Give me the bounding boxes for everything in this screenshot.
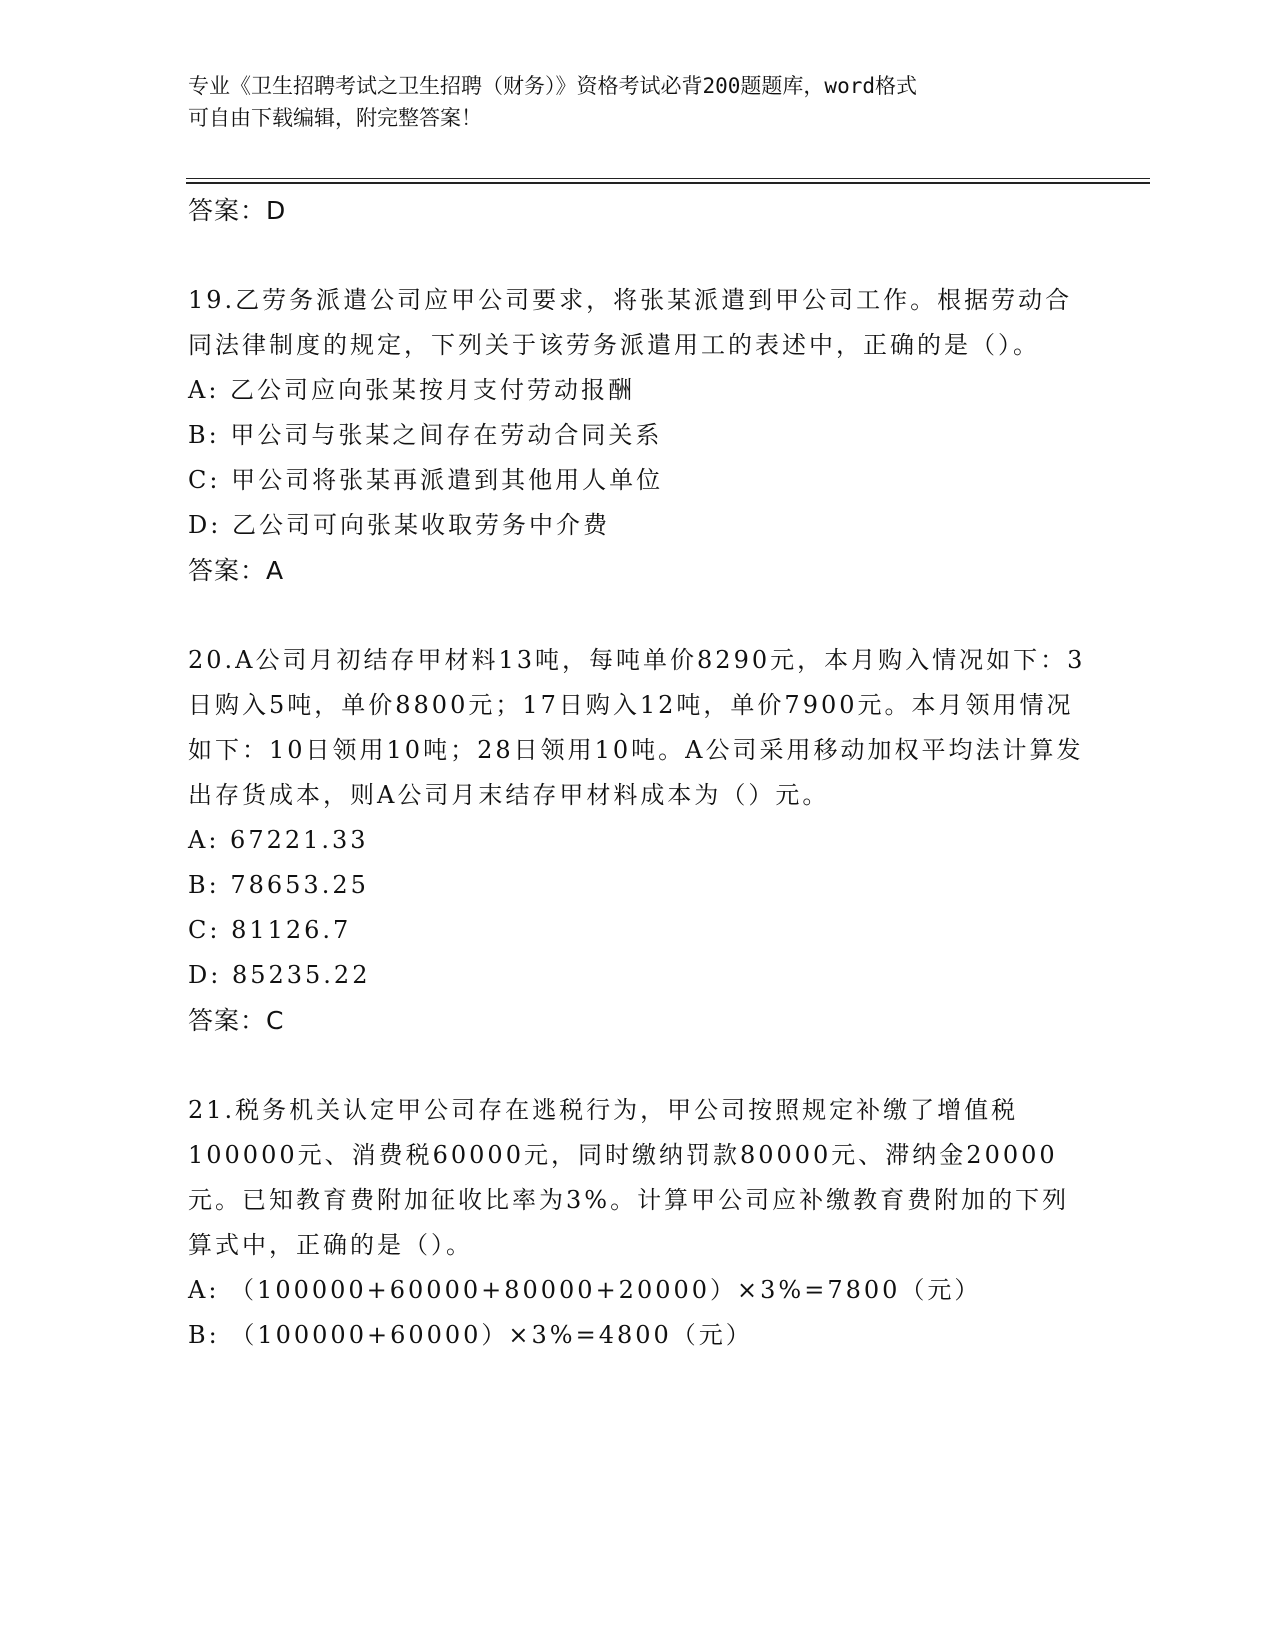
answer-prev: 答案：D — [188, 196, 287, 225]
option-d: D: 85235.22 — [188, 961, 371, 989]
option-b: B: 78653.25 — [188, 871, 369, 899]
option-a: A: 乙公司应向张某按月支付劳动报酬 — [188, 376, 636, 404]
answer: 答案：A — [188, 556, 285, 585]
header-divider-thick — [186, 182, 1150, 184]
question-20 — [188, 638, 1088, 1043]
question-21 — [188, 1088, 1088, 1358]
option-a: A: （100000+60000+80000+20000）×3%=7800（元） — [188, 1276, 982, 1304]
answer: 答案：C — [188, 1006, 285, 1035]
option-c: C: 甲公司将张某再派遣到其他用人单位 — [188, 466, 664, 494]
option-d: D: 乙公司可向张某收取劳务中介费 — [188, 511, 610, 539]
document-body — [188, 188, 1088, 1358]
header-line-2: 可自由下载编辑，附完整答案！ — [188, 106, 482, 130]
option-b: B: 甲公司与张某之间存在劳动合同关系 — [188, 421, 663, 449]
document-header — [188, 70, 1068, 134]
header-divider-thin — [186, 178, 1150, 179]
header-line-1: 专业《卫生招聘考试之卫生招聘（财务）》资格考试必背200题题库，word格式 — [188, 74, 917, 98]
question-text: 20.A公司月初结存甲材料13吨，每吨单价8290元，本月购入情况如下：3日购入5吨，单价8800元；17日购入12吨，单价7900元。本月领用情况如下：10日领用10吨；28日领用10吨。A公司采用移动加权平均法计算发出存货成本，则A公司月末结存甲材料成本为（）元。 — [188, 646, 1086, 809]
question-text: 19.乙劳务派遣公司应甲公司要求，将张某派遣到甲公司工作。根据劳动合同法律制度的规定，下列关于该劳务派遣用工的表述中，正确的是（）。 — [188, 286, 1073, 359]
option-a: A: 67221.33 — [188, 826, 369, 854]
question-text: 21.税务机关认定甲公司存在逃税行为，甲公司按照规定补缴了增值税100000元、消费税60000元，同时缴纳罚款80000元、滞纳金20000元。已知教育费附加征收比率为3%。计算甲公司应补缴教育费附加的下列算式中，正确的是（）。 — [188, 1096, 1070, 1259]
question-19 — [188, 278, 1088, 593]
option-c: C: 81126.7 — [188, 916, 352, 944]
option-b: B: （100000+60000）×3%=4800（元） — [188, 1321, 753, 1349]
